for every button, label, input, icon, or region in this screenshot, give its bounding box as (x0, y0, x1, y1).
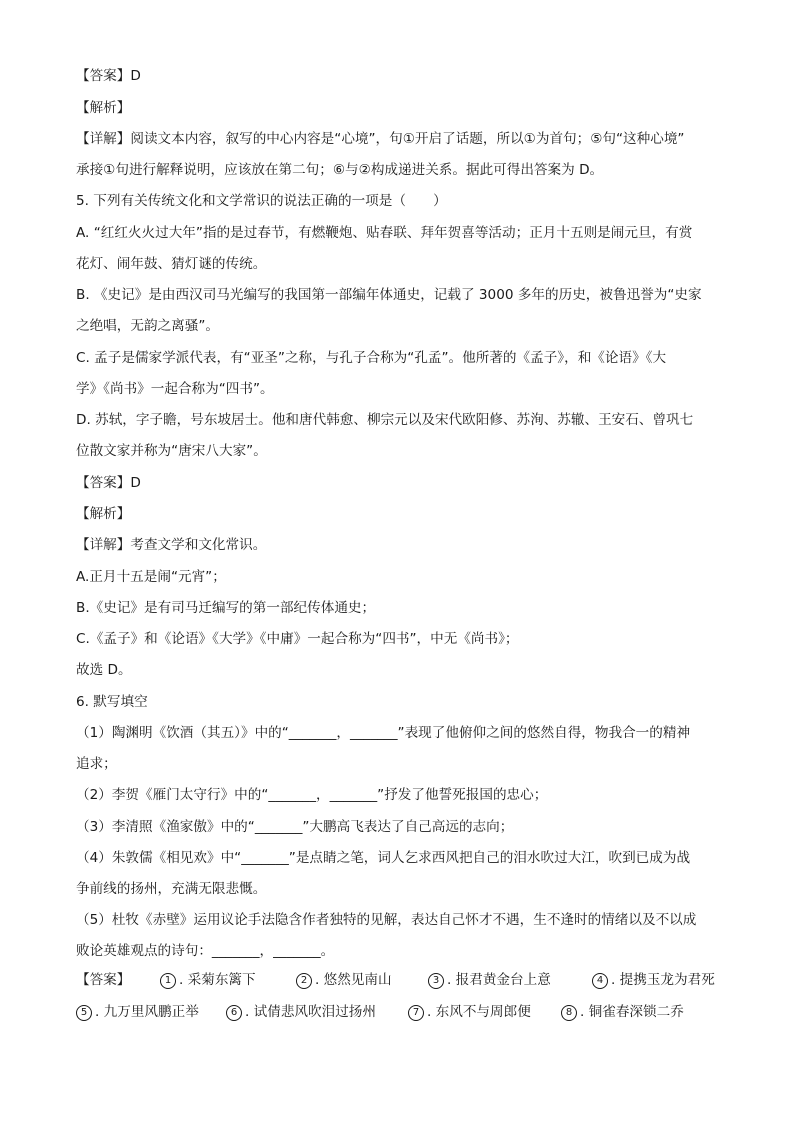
answer-line: 【答案】D (76, 68, 141, 84)
circled-number: 6 (226, 1005, 242, 1021)
conclusion: 故选 D。 (76, 662, 132, 678)
circled-number: 4 (592, 973, 608, 989)
explanation-a: A.正月十五是闹“元宵”； (76, 569, 226, 585)
option-d: D. 苏轼，字子瞻，号东坡居士。他和唐代韩愈、柳宗元以及宋代欧阳修、苏洵、苏辙、王安石、曾巩七 (76, 412, 694, 428)
circled-number: 8 (561, 1005, 577, 1021)
detail-line: 承接①句进行解释说明，应该放在第二句；⑥与②构成递进关系。据此可得出答案为 D。 (76, 162, 604, 178)
answer-item (561, 1002, 684, 1022)
option-b-cont: 之绝唱，无韵之离骚”。 (76, 318, 219, 334)
question-6-title: 6. 默写填空 (76, 694, 148, 710)
explanation-b: B.《史记》是有司马迁编写的第一部纪传体通史； (76, 600, 376, 616)
option-a: A. “红红火火过大年”指的是过春节，有燃鞭炮、贴春联、拜年贺喜等活动；正月十五则是闹元旦，有赏 (76, 225, 693, 241)
explanation-c: C.《孟子》和《论语》《大学》《中庸》一起合称为“四书”，中无《尚书》； (76, 631, 519, 647)
answer-text: . 提携玉龙为君死 (611, 972, 715, 988)
option-a-cont: 花灯、闹年鼓、猜灯谜的传统。 (76, 256, 267, 272)
circled-number: 7 (408, 1005, 424, 1021)
analysis-heading: 【解析】 (76, 100, 131, 116)
answer-text: . 试倩悲风吹泪过扬州 (245, 1004, 376, 1020)
answer-item (592, 970, 715, 990)
answer-text: . 九万里风鹏正举 (95, 1004, 199, 1020)
fill-blank-1-cont: 追求； (76, 756, 117, 772)
answer-line: 【答案】D (76, 475, 141, 491)
fill-blank-1: （1）陶渊明《饮酒（其五）》中的“_______，_______”表现了他俯仰之间的悠然自得，物我合一的精神 (76, 725, 691, 741)
fill-blank-5-cont: 败论英雄观点的诗句：_______，_______。 (76, 943, 335, 959)
answer-text: . 悠然见南山 (315, 972, 392, 988)
answer-item (160, 970, 256, 990)
option-c-cont: 学》《尚书》一起合称为“四书”。 (76, 381, 274, 397)
detail-line: 【详解】考查文学和文化常识。 (76, 537, 267, 553)
answer-6-label: 【答案】 (76, 972, 131, 988)
answer-text: . 东风不与周郎便 (427, 1004, 531, 1020)
option-b: B. 《史记》是由西汉司马光编写的我国第一部编年体通史，记载了 3000 多年的历史，被鲁迅誉为“史家 (76, 287, 702, 303)
answer-item (408, 1002, 531, 1022)
answer-item (428, 970, 551, 990)
circled-number: 5 (76, 1005, 92, 1021)
answer-text: . 采菊东篱下 (179, 972, 256, 988)
option-c: C. 孟子是儒家学派代表，有“亚圣”之称，与孔子合称为“孔孟”。他所著的《孟子》，和《论语》《大 (76, 350, 667, 366)
question-5-title: 5. 下列有关传统文化和文学常识的说法正确的一项是（ ） (76, 193, 447, 209)
detail-line: 【详解】阅读文本内容，叙写的中心内容是“心境”，句①开启了话题，所以①为首句；⑤句“这种心境” (76, 131, 685, 147)
circled-number: 1 (160, 973, 176, 989)
answer-text: . 报君黄金台上意 (447, 972, 551, 988)
answer-item (296, 970, 392, 990)
fill-blank-4-cont: 争前线的扬州，充满无限悲慨。 (76, 881, 267, 897)
fill-blank-4: （4）朱敦儒《相见欢》中“_______”是点睛之笔，词人乞求西风把自己的泪水吹过大江，吹到已成为战 (76, 850, 691, 866)
option-d-cont: 位散文家并称为“唐宋八大家”。 (76, 443, 267, 459)
analysis-heading: 【解析】 (76, 506, 131, 522)
circled-number: 3 (428, 973, 444, 989)
fill-blank-5: （5）杜牧《赤壁》运用议论手法隐含作者独特的见解，表达自己怀才不遇，生不逢时的情绪以及不以成 (76, 912, 697, 928)
circled-number: 2 (296, 973, 312, 989)
answer-item (76, 1002, 199, 1022)
fill-blank-3: （3）李清照《渔家傲》中的“_______”大鹏高飞表达了自己高远的志向； (76, 819, 514, 835)
answer-item (226, 1002, 376, 1022)
answer-text: . 铜雀春深锁二乔 (580, 1004, 684, 1020)
fill-blank-2: （2）李贺《雁门太守行》中的“_______，_______”抒发了他誓死报国的忠心； (76, 787, 548, 803)
